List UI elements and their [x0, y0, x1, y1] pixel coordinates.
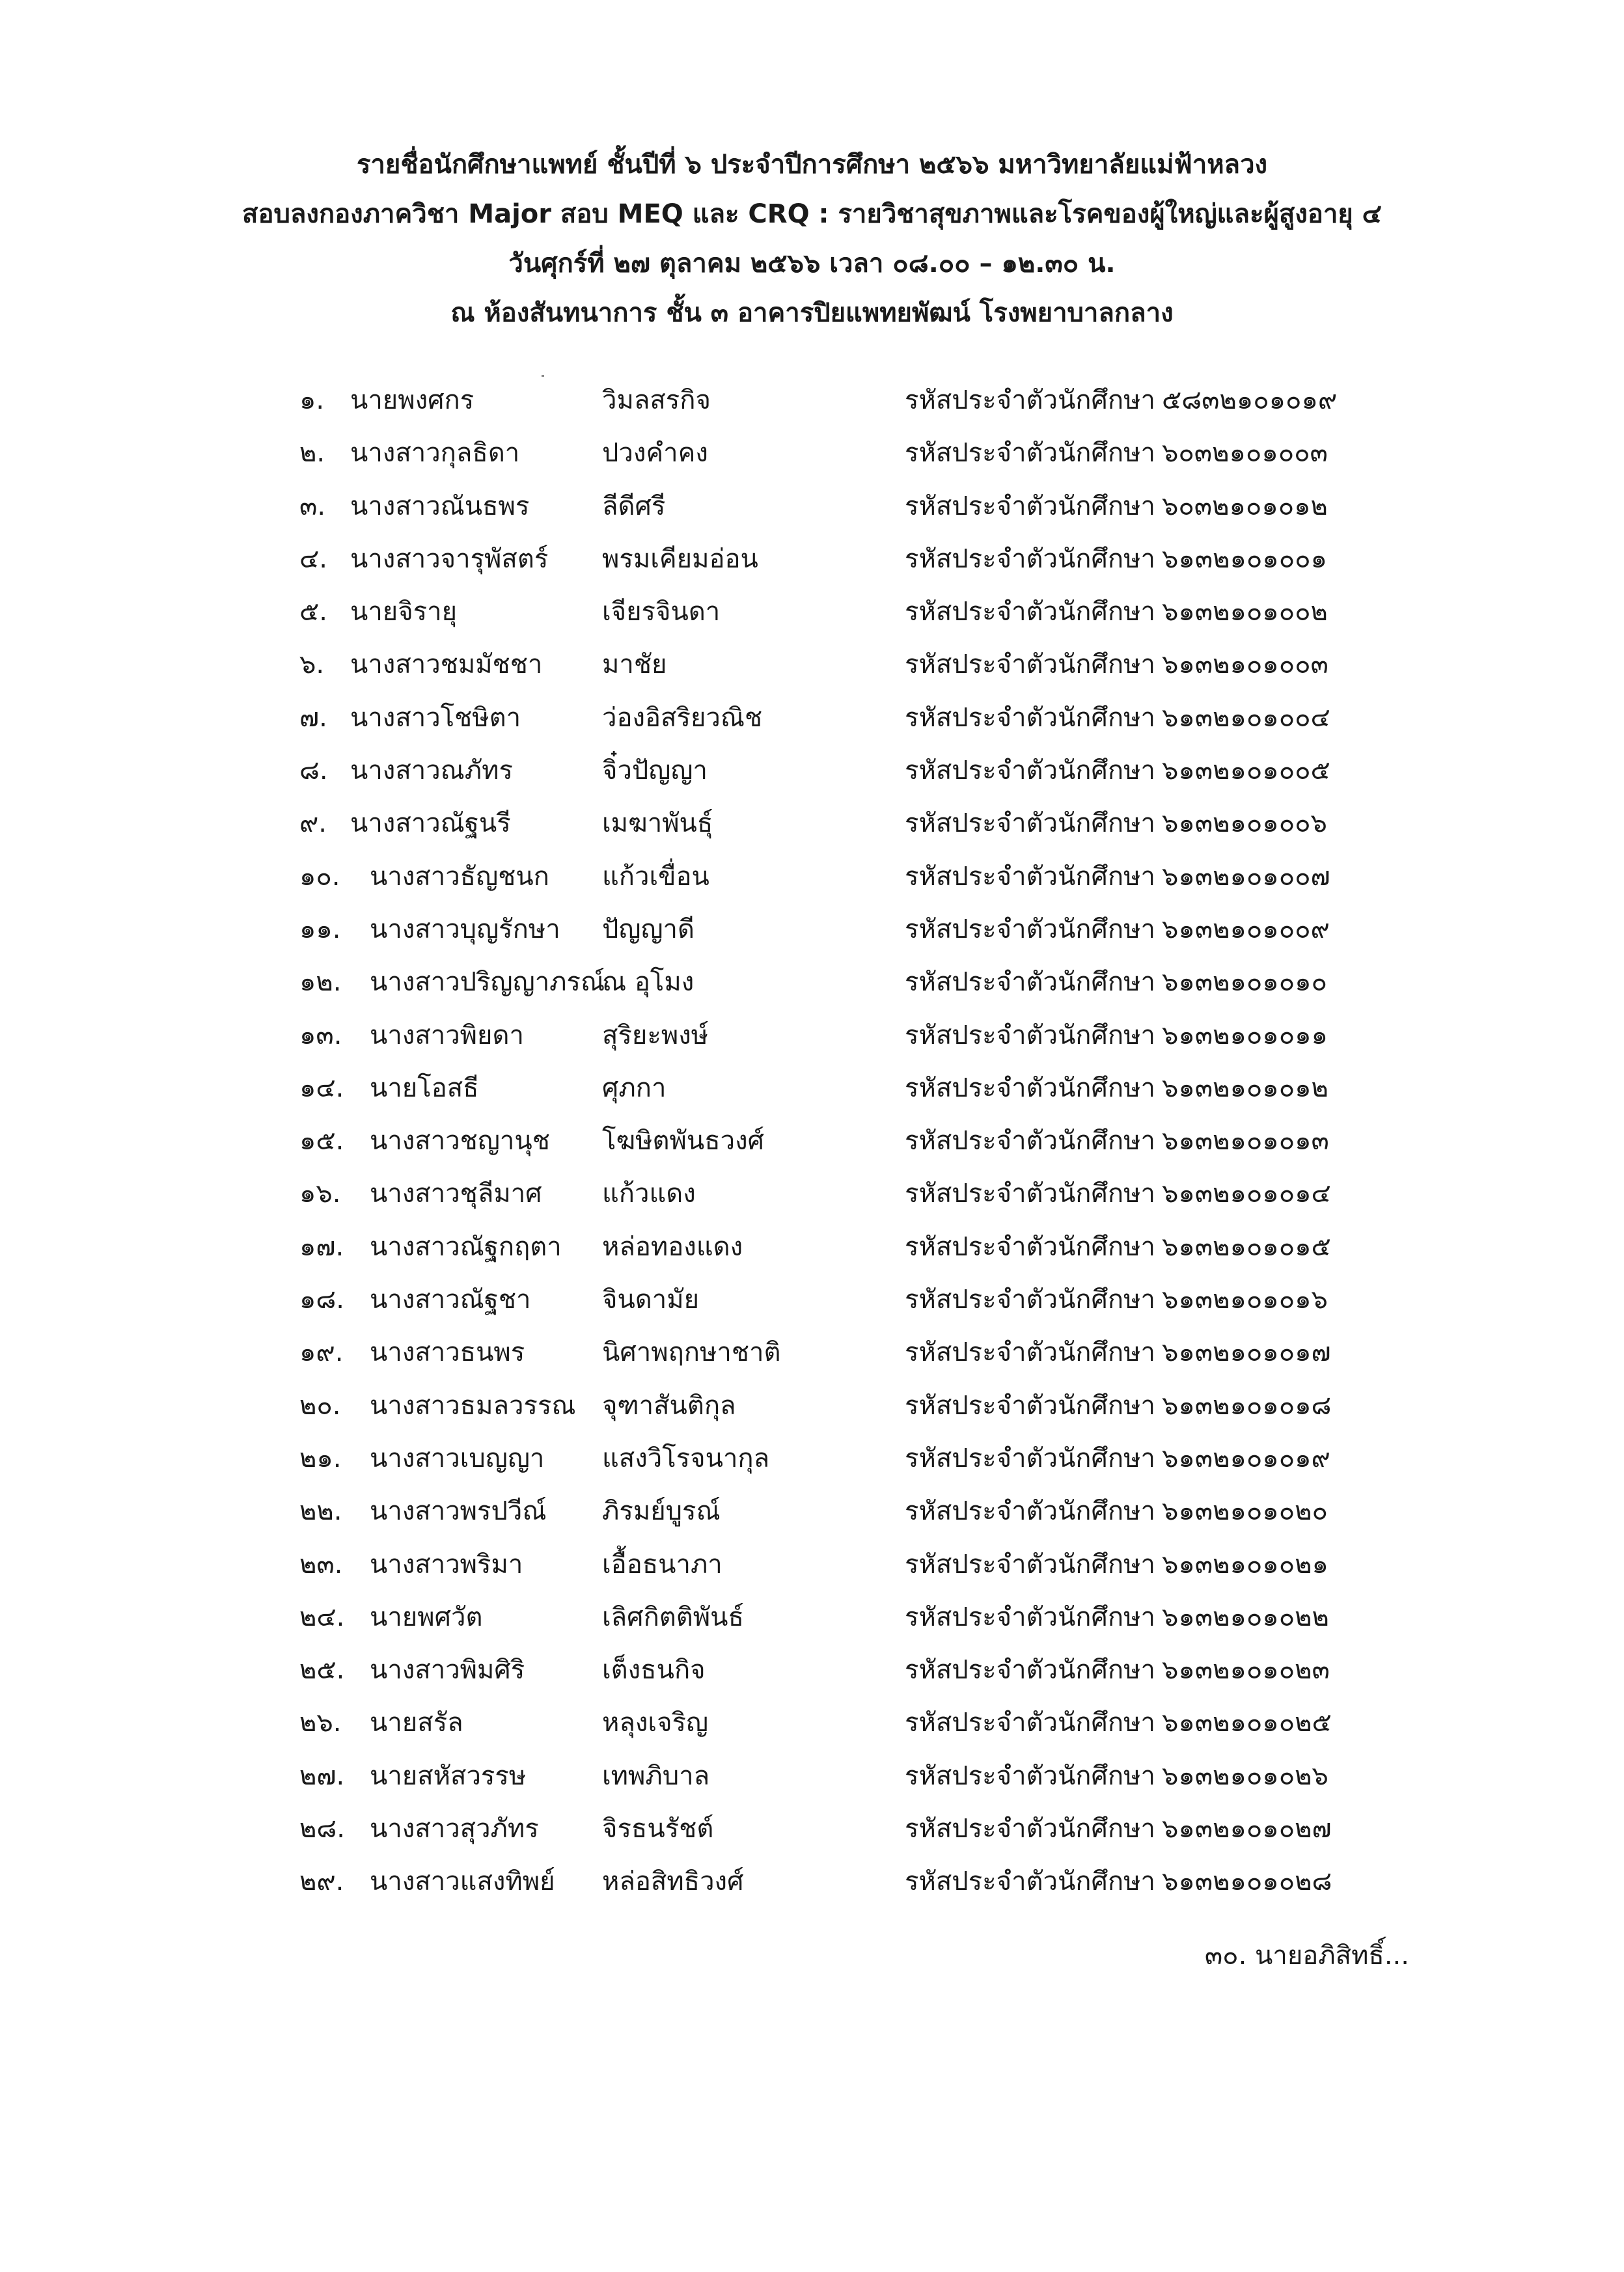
student-id: ๖๑๓๒๑๐๑๐๐๒: [1162, 597, 1328, 627]
student-number: ๒๔.: [299, 1602, 345, 1632]
student-row: [0, 903, 1624, 956]
student-id: ๖๑๓๒๑๐๑๐๐๖: [1162, 808, 1327, 839]
student-last-name: เลิศกิตติพันธ์: [602, 1602, 744, 1632]
student-id-label: รหัสประจำตัวนักศึกษา: [905, 1337, 1155, 1368]
student-id-label: รหัสประจำตัวนักศึกษา: [905, 1814, 1155, 1844]
student-row: [0, 427, 1624, 480]
student-row: [0, 374, 1624, 427]
student-id-label: รหัสประจำตัวนักศึกษา: [905, 702, 1155, 733]
student-first-name: นางสาวพริมา: [370, 1549, 523, 1580]
student-id-label: รหัสประจำตัวนักศึกษา: [905, 967, 1155, 998]
student-last-name: เจียรจินดา: [602, 597, 721, 627]
student-row: [0, 1168, 1624, 1220]
student-first-name: นายสรัล: [370, 1708, 463, 1738]
student-id-label: รหัสประจำตัวนักศึกษา: [905, 1549, 1155, 1580]
student-id-label: รหัสประจำตัวนักศึกษา: [905, 1231, 1155, 1262]
student-number: ๒๖.: [299, 1708, 342, 1738]
student-number: ๒๗.: [299, 1760, 345, 1791]
student-last-name: แสงวิโรจนากุล: [602, 1443, 770, 1473]
student-first-name: นางสาวกุลธิดา: [350, 438, 520, 469]
student-first-name: นางสาวพิมศิริ: [370, 1655, 525, 1686]
student-first-name: นายโอสธี: [370, 1073, 479, 1103]
student-id: ๖๑๓๒๑๐๑๐๑๔: [1162, 1179, 1331, 1209]
student-id: ๖๑๓๒๑๐๑๐๐๙: [1162, 914, 1330, 944]
student-id: ๖๑๓๒๑๐๑๐๑๕: [1162, 1231, 1331, 1262]
student-row: [0, 533, 1624, 586]
student-number: ๒๑.: [299, 1443, 342, 1473]
student-row: [0, 1326, 1624, 1379]
student-first-name: นางสาวณัฐชา: [370, 1285, 531, 1315]
student-id-label: รหัสประจำตัวนักศึกษา: [905, 1073, 1155, 1103]
student-number: ๑๙.: [299, 1337, 344, 1368]
student-last-name: วิมลสรกิจ: [602, 385, 711, 415]
student-first-name: นางสาวณันธพร: [350, 491, 530, 521]
student-row: [0, 1855, 1624, 1908]
student-row: [0, 1485, 1624, 1538]
student-list: [0, 374, 1624, 1909]
student-last-name: หล่อทองแดง: [602, 1231, 743, 1262]
student-row: [0, 1803, 1624, 1855]
student-id-label: รหัสประจำตัวนักศึกษา: [905, 543, 1155, 574]
student-id: ๖๑๓๒๑๐๑๐๒๘: [1162, 1867, 1332, 1897]
student-last-name: สุริยะพงษ์: [602, 1020, 709, 1050]
student-row: [0, 1750, 1624, 1803]
student-id: ๖๑๓๒๑๐๑๐๒๑: [1162, 1549, 1328, 1580]
student-number: ๑๔.: [299, 1073, 344, 1103]
student-id: ๖๑๓๒๑๐๑๐๐๗: [1162, 861, 1330, 892]
student-last-name: หล่อสิทธิวงศ์: [602, 1867, 744, 1897]
student-first-name: นางสาวธมลวรรณ: [370, 1390, 576, 1421]
student-first-name: นางสาวชญานุช: [370, 1126, 550, 1157]
student-id: ๖๐๓๒๑๐๑๐๑๒: [1162, 491, 1328, 521]
student-last-name: เต็งธนกิจ: [602, 1655, 706, 1686]
student-row: [0, 1115, 1624, 1168]
student-first-name: นายพศวัต: [370, 1602, 483, 1632]
student-id-label: รหัสประจำตัวนักศึกษา: [905, 650, 1155, 680]
student-number: ๕.: [299, 597, 327, 627]
student-id-label: รหัสประจำตัวนักศึกษา: [905, 1443, 1155, 1473]
student-id-label: รหัสประจำตัวนักศึกษา: [905, 914, 1155, 944]
student-id: ๖๑๓๒๑๐๑๐๒๐: [1162, 1496, 1328, 1527]
student-last-name: โฆษิตพันธวงศ์: [602, 1126, 765, 1157]
student-last-name: แก้วแดง: [602, 1179, 696, 1209]
student-id: ๖๑๓๒๑๐๑๐๒๕: [1162, 1708, 1332, 1738]
student-first-name: นายจิรายุ: [350, 597, 458, 627]
header-location-line: ณ ห้องสันทนาการ ชั้น ๓ อาคารปิยแพทยพัฒน์ โรงพยาบาลกลาง: [450, 298, 1174, 328]
student-id-label: รหัสประจำตัวนักศึกษา: [905, 1602, 1155, 1632]
student-first-name: นางสาวธนพร: [370, 1337, 525, 1368]
student-last-name: ปวงคำคง: [602, 438, 708, 469]
student-number: ๒๓.: [299, 1549, 343, 1580]
student-first-name: นางสาวสุวภัทร: [370, 1814, 539, 1844]
student-number: ๖.: [299, 650, 325, 680]
student-id-label: รหัสประจำตัวนักศึกษา: [905, 1285, 1155, 1315]
student-row: [0, 692, 1624, 745]
student-id-label: รหัสประจำตัวนักศึกษา: [905, 597, 1155, 627]
continuation-note: ๓๐. นายอภิสิทธิ์...: [1204, 1941, 1409, 1971]
student-first-name: นางสาวณภัทร: [350, 756, 513, 786]
student-id-label: รหัสประจำตัวนักศึกษา: [905, 1760, 1155, 1791]
student-last-name: จิรธนรัชต์: [602, 1814, 714, 1844]
student-last-name: เมฆาพันธุ์: [602, 808, 713, 839]
student-id-label: รหัสประจำตัวนักศึกษา: [905, 861, 1155, 892]
student-row: [0, 1380, 1624, 1432]
student-last-name: ว่องอิสริยวณิช: [602, 702, 763, 733]
student-number: ๒๘.: [299, 1814, 345, 1844]
student-first-name: นางสาวเบญญา: [370, 1443, 545, 1473]
student-row: [0, 745, 1624, 797]
student-row: [0, 851, 1624, 903]
student-id-label: รหัสประจำตัวนักศึกษา: [905, 438, 1155, 469]
student-first-name: นางสาวปริญญาภรณ์: [370, 967, 605, 998]
student-last-name: ภิรมย์บูรณ์: [602, 1496, 721, 1527]
student-first-name: นายพงศกร: [350, 385, 475, 415]
student-number: ๒๒.: [299, 1496, 342, 1527]
student-last-name: ลีดีศรี: [602, 491, 666, 521]
student-number: ๒.: [299, 438, 325, 469]
student-id-label: รหัสประจำตัวนักศึกษา: [905, 491, 1155, 521]
student-last-name: ณ อุโมง: [602, 967, 695, 998]
student-row: [0, 1591, 1624, 1644]
student-row: [0, 638, 1624, 691]
student-id: ๖๑๓๒๑๐๑๐๑๓: [1162, 1126, 1329, 1157]
student-row: [0, 1644, 1624, 1697]
student-number: ๒๕.: [299, 1655, 345, 1686]
student-row: [0, 1274, 1624, 1326]
student-number: ๔.: [299, 543, 327, 574]
student-row: [0, 1697, 1624, 1749]
student-first-name: นางสาวชมมัชชา: [350, 650, 543, 680]
student-id-label: รหัสประจำตัวนักศึกษา: [905, 385, 1155, 415]
student-number: ๑๓.: [299, 1020, 342, 1050]
student-id: ๖๑๓๒๑๐๑๐๑๗: [1162, 1337, 1331, 1368]
student-id: ๖๐๓๒๑๐๑๐๐๓: [1162, 438, 1328, 469]
student-id-label: รหัสประจำตัวนักศึกษา: [905, 808, 1155, 839]
student-first-name: นางสาวธัญชนก: [370, 861, 549, 892]
student-last-name: เทพภิบาล: [602, 1760, 710, 1791]
student-id: ๖๑๓๒๑๐๑๐๑๖: [1162, 1285, 1328, 1315]
student-id-label: รหัสประจำตัวนักศึกษา: [905, 1179, 1155, 1209]
student-last-name: จิ๋วปัญญา: [602, 756, 708, 786]
student-id: ๖๑๓๒๑๐๑๐๑๙: [1162, 1443, 1330, 1473]
student-id: ๖๑๓๒๑๐๑๐๒๗: [1162, 1814, 1332, 1844]
student-first-name: นางสาวแสงทิพย์: [370, 1867, 555, 1897]
student-number: ๑๗.: [299, 1231, 344, 1262]
student-first-name: นางสาวโชษิตา: [350, 702, 521, 733]
student-last-name: พรมเคียมอ่อน: [602, 543, 758, 574]
student-number: ๑๘.: [299, 1285, 344, 1315]
student-last-name: เอื้อธนาภา: [602, 1549, 723, 1580]
student-number: ๓.: [299, 491, 326, 521]
student-number: ๘.: [299, 756, 328, 786]
student-id: ๖๑๓๒๑๐๑๐๐๓: [1162, 650, 1328, 680]
student-row: [0, 797, 1624, 850]
student-row: [0, 1539, 1624, 1591]
student-id: ๖๑๓๒๑๐๑๐๐๕: [1162, 756, 1330, 786]
student-number: ๗.: [299, 702, 327, 733]
student-id: ๖๑๓๒๑๐๑๐๑๑: [1162, 1020, 1328, 1050]
student-first-name: นางสาวชุลีมาศ: [370, 1179, 542, 1209]
student-number: ๑.: [299, 385, 325, 415]
student-id: ๖๑๓๒๑๐๑๐๒๖: [1162, 1760, 1328, 1791]
student-row: [0, 480, 1624, 533]
student-number: ๒๙.: [299, 1867, 344, 1897]
document-header: [0, 140, 1624, 338]
student-number: ๑๕.: [299, 1126, 344, 1157]
student-first-name: นางสาวจารุพัสตร์: [350, 543, 549, 574]
student-id: ๕๘๓๒๑๐๑๐๑๙: [1162, 385, 1338, 415]
student-id-label: รหัสประจำตัวนักศึกษา: [905, 756, 1155, 786]
student-last-name: แก้วเขื่อน: [602, 861, 709, 892]
student-id: ๖๑๓๒๑๐๑๐๒๒: [1162, 1602, 1329, 1632]
student-last-name: หลุงเจริญ: [602, 1708, 709, 1738]
student-row: [0, 1221, 1624, 1274]
student-id-label: รหัสประจำตัวนักศึกษา: [905, 1655, 1155, 1686]
student-number: ๑๐.: [299, 861, 340, 892]
student-first-name: นางสาวณัฐกฤตา: [370, 1231, 562, 1262]
student-number: ๑๑.: [299, 914, 341, 944]
student-id-label: รหัสประจำตัวนักศึกษา: [905, 1496, 1155, 1527]
student-number: ๑๒.: [299, 967, 342, 998]
student-first-name: นางสาวบุญรักษา: [370, 914, 560, 944]
student-id-label: รหัสประจำตัวนักศึกษา: [905, 1390, 1155, 1421]
student-number: ๑๖.: [299, 1179, 341, 1209]
header-exam-line: สอบลงกองภาควิชา Major สอบ MEQ และ CRQ : รายวิชาสุขภาพและโรคของผู้ใหญ่และผู้สูงอายุ ๔: [242, 199, 1382, 229]
student-id: ๖๑๓๒๑๐๑๐๑๒: [1162, 1073, 1328, 1103]
student-first-name: นายสหัสวรรษ: [370, 1760, 527, 1791]
student-id-label: รหัสประจำตัวนักศึกษา: [905, 1126, 1155, 1157]
student-last-name: จินดามัย: [602, 1285, 700, 1315]
student-id-label: รหัสประจำตัวนักศึกษา: [905, 1708, 1155, 1738]
student-first-name: นางสาวพิยดา: [370, 1020, 524, 1050]
student-row: [0, 956, 1624, 1009]
student-id: ๖๑๓๒๑๐๑๐๒๓: [1162, 1655, 1330, 1686]
student-id: ๖๑๓๒๑๐๑๐๐๔: [1162, 702, 1330, 733]
student-last-name: ปัญญาดี: [602, 914, 695, 944]
student-id: ๖๑๓๒๑๐๑๐๐๑: [1162, 543, 1327, 574]
student-last-name: มาชัย: [602, 650, 667, 680]
header-date-line: วันศุกร์ที่ ๒๗ ตุลาคม ๒๕๖๖ เวลา ๐๘.๐๐ – ๑๒.๓๐ น.: [508, 249, 1116, 279]
student-row: [0, 586, 1624, 638]
student-id: ๖๑๓๒๑๐๑๐๑๐: [1162, 967, 1327, 998]
header-title-line: รายชื่อนักศึกษาแพทย์ ชั้นปีที่ ๖ ประจำปีการศึกษา ๒๕๖๖ มหาวิทยาลัยแม่ฟ้าหลวง: [356, 150, 1268, 180]
student-last-name: จุฑาสันติกุล: [602, 1390, 736, 1421]
student-id: ๖๑๓๒๑๐๑๐๑๘: [1162, 1390, 1332, 1421]
student-row: [0, 1009, 1624, 1062]
student-first-name: นางสาวพรปวีณ์: [370, 1496, 547, 1527]
student-first-name: นางสาวณัฐนรี: [350, 808, 511, 839]
student-last-name: ศุภกา: [602, 1073, 667, 1103]
student-last-name: นิศาพฤกษาชาติ: [602, 1337, 781, 1368]
student-number: ๒๐.: [299, 1390, 341, 1421]
student-id-label: รหัสประจำตัวนักศึกษา: [905, 1867, 1155, 1897]
student-id-label: รหัสประจำตัวนักศึกษา: [905, 1020, 1155, 1050]
student-row: [0, 1432, 1624, 1485]
student-number: ๙.: [299, 808, 327, 839]
student-row: [0, 1062, 1624, 1115]
